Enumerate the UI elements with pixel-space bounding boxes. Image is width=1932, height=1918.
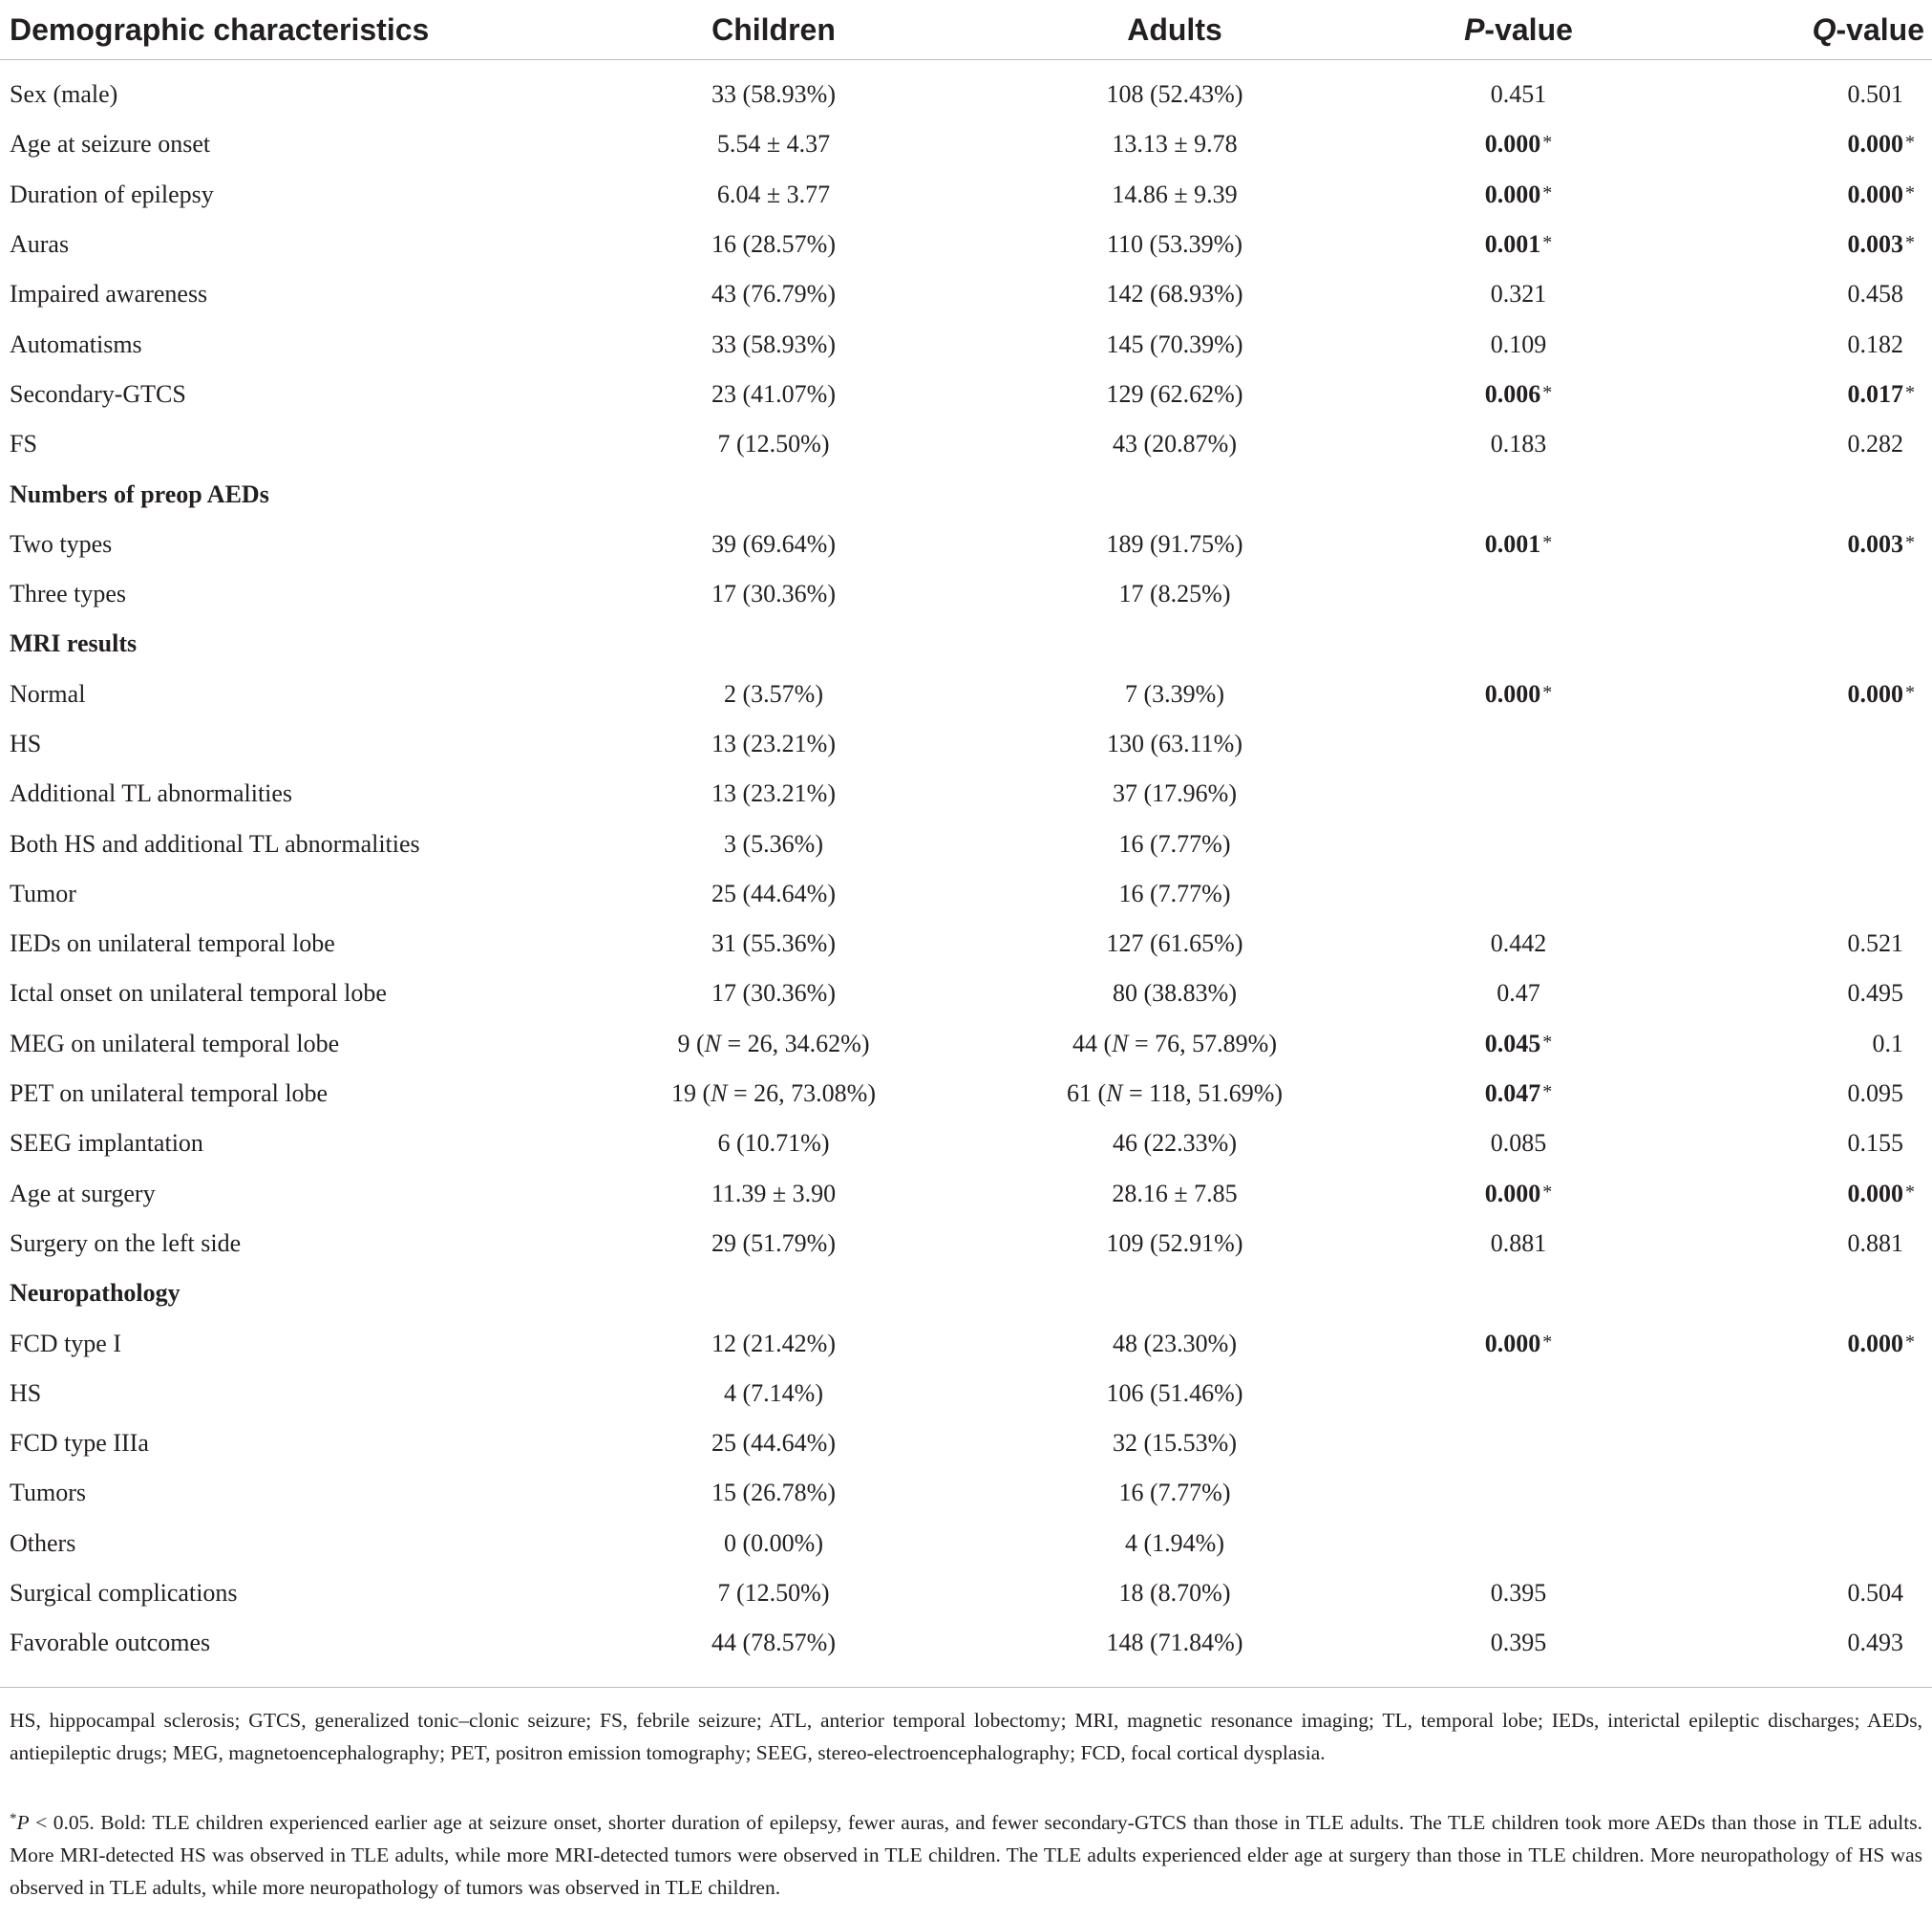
cell-q-value-number: 0.493 [1847,1629,1903,1657]
cell-p-value [1375,60,1662,120]
cell-adults: 189 (91.75%) [1106,529,1243,558]
section-heading: MRI results [10,629,138,658]
cell-q-value [1662,1519,1932,1568]
table-row [0,170,1932,220]
cell-p-value [1375,469,1662,519]
cell-adults: 110 (53.39%) [1106,230,1242,259]
cell-children: 12 (21.42%) [711,1329,836,1357]
cell-p-value [1375,1318,1662,1368]
table-row [0,1318,1932,1368]
cell-children: 29 (51.79%) [711,1228,836,1257]
cell-q-value [1662,719,1932,769]
cell-q-value [1662,1369,1932,1418]
row-label: IEDs on unilateral temporal lobe [10,929,335,958]
cell-adults: 43 (20.87%) [1113,430,1237,458]
cell-children-part: 19 ( [671,1079,711,1108]
cell-q-value [1662,319,1932,369]
cell-p-value-number: 0.045 [1484,1029,1541,1057]
cell-children: 4 (7.14%) [724,1378,823,1407]
cell-adults [974,1069,1375,1119]
table-row [0,1468,1932,1518]
cell-children-part: 9 ( [677,1029,705,1057]
row-label: Ictal onset on unilateral temporal lobe [10,979,387,1008]
footnote-sig-italic: P [16,1811,30,1834]
table-row [0,1418,1932,1468]
table-row [0,1618,1932,1668]
table-row [0,1069,1932,1119]
cell-q-value [1662,1069,1932,1119]
cell-children: 33 (58.93%) [711,330,836,358]
cell-q-value [1662,769,1932,819]
cell-p-value-number: 0.000 [1484,180,1541,208]
cell-q-value [1662,1568,1932,1618]
section-heading: Neuropathology [10,1279,180,1308]
cell-q-value [1662,670,1932,719]
cell-p-value [1375,1568,1662,1618]
cell-q-value-number: 0.003 [1847,529,1903,558]
table-row [0,569,1932,619]
cell-adults: 142 (68.93%) [1106,280,1243,309]
cell-p-value [1375,220,1662,269]
cell-adults: 127 (61.65%) [1106,929,1243,958]
table-row [0,670,1932,719]
cell-adults: 108 (52.43%) [1106,80,1243,109]
cell-q-value-number: 0.155 [1847,1129,1903,1158]
cell-adults: 80 (38.83%) [1113,979,1237,1008]
cell-adults: 129 (62.62%) [1106,379,1243,408]
cell-q-value [1662,1268,1932,1318]
row-label: Three types [10,580,127,608]
cell-adults [974,1268,1375,1318]
header-q-rest: -value [1836,11,1924,47]
cell-adults: 17 (8.25%) [1118,580,1231,608]
table-row [0,60,1932,120]
cell-children: 39 (69.64%) [711,529,836,558]
cell-q-value-number: 0.881 [1847,1228,1903,1257]
table-row [0,1519,1932,1568]
cell-q-value-number: 0.521 [1847,929,1903,958]
row-label: FCD type I [10,1329,121,1357]
cell-adults: 32 (15.53%) [1113,1429,1237,1458]
cell-children: 31 (55.36%) [711,929,836,958]
table-row [0,319,1932,369]
cell-p-value-number: 0.109 [1490,330,1547,358]
cell-children: 7 (12.50%) [717,430,830,458]
header-p-italic: P [1464,11,1485,47]
cell-p-value-number: 0.000 [1484,679,1541,708]
row-label: Others [10,1528,76,1557]
cell-q-value-number: 0.504 [1847,1579,1903,1608]
cell-children: 3 (5.36%) [724,829,823,858]
cell-q-value [1662,370,1932,419]
cell-q-value [1662,220,1932,269]
table-row [0,1119,1932,1168]
table-row [0,1369,1932,1418]
cell-p-value-number: 0.881 [1490,1228,1547,1257]
cell-p-value [1375,269,1662,319]
cell-p-value [1375,819,1662,868]
cell-children [573,619,974,669]
cell-q-value [1662,1618,1932,1668]
cell-p-value [1375,319,1662,369]
cell-q-value [1662,1019,1932,1069]
cell-adults-part: N [1106,1079,1123,1108]
cell-q-value-number: 0.000 [1847,1329,1903,1357]
table-row [0,769,1932,819]
cell-adults: 37 (17.96%) [1113,779,1237,808]
cell-p-value [1375,1369,1662,1418]
row-label: Additional TL abnormalities [10,779,293,808]
header-q-value [1662,0,1932,60]
cell-children: 23 (41.07%) [711,379,836,408]
cell-children: 11.39 ± 3.90 [711,1179,837,1207]
cell-children: 13 (23.21%) [711,730,836,757]
significance-marker: * [1542,681,1553,703]
row-label: HS [10,1378,42,1407]
table-row [0,269,1932,319]
cell-q-value-number: 0.282 [1847,430,1903,458]
cell-p-value-number: 0.000 [1484,1329,1541,1357]
cell-adults: 145 (70.39%) [1106,330,1243,358]
cell-p-value [1375,569,1662,619]
cell-children: 5.54 ± 4.37 [716,130,831,159]
cell-adults [974,619,1375,669]
significance-marker: * [1542,1031,1553,1053]
cell-p-value [1375,1468,1662,1518]
cell-p-value [1375,1418,1662,1468]
cell-q-value [1662,269,1932,319]
cell-p-value-number: 0.001 [1484,529,1541,558]
cell-adults-part: = 76, 57.89%) [1128,1029,1277,1057]
table-header [0,0,1932,60]
cell-p-value [1375,1268,1662,1318]
table-row [0,419,1932,469]
cell-children: 33 (58.93%) [711,80,836,109]
cell-children: 7 (12.50%) [717,1579,830,1608]
significance-marker: * [1905,381,1915,403]
cell-p-value-number: 0.395 [1490,1629,1547,1657]
cell-q-value [1662,1169,1932,1219]
significance-marker: * [1905,232,1915,254]
row-label: Surgical complications [10,1579,238,1608]
footnote-sig-marker: * [10,1811,17,1826]
table-row [0,969,1932,1018]
significance-marker: * [1905,1331,1915,1353]
cell-adults: 16 (7.77%) [1118,879,1231,907]
cell-p-value-number: 0.321 [1490,280,1547,309]
cell-children [573,1019,974,1069]
table-row [0,1169,1932,1219]
cell-adults: 130 (63.11%) [1106,730,1242,757]
table-body [0,60,1932,1669]
significance-marker: * [1905,531,1915,553]
cell-q-value-number: 0.495 [1847,979,1903,1008]
cell-q-value [1662,919,1932,969]
row-label: Two types [10,529,113,558]
row-label: FCD type IIIa [10,1429,149,1458]
cell-q-value-number: 0.458 [1847,280,1903,309]
cell-adults: 148 (71.84%) [1106,1629,1243,1657]
significance-marker: * [1905,132,1915,154]
cell-adults: 18 (8.70%) [1118,1579,1231,1608]
row-label: Secondary-GTCS [10,379,186,408]
cell-q-value [1662,1219,1932,1268]
row-label: Auras [10,230,70,259]
cell-p-value [1375,1119,1662,1168]
significance-marker: * [1542,1181,1553,1203]
significance-marker: * [1542,232,1553,254]
row-label: Surgery on the left side [10,1228,242,1257]
cell-children: 15 (26.78%) [711,1479,836,1507]
row-label: Age at seizure onset [10,130,211,159]
cell-children: 2 (3.57%) [724,679,823,708]
cell-children: 6.04 ± 3.77 [716,180,831,208]
cell-p-value-number: 0.047 [1484,1079,1541,1108]
significance-marker: * [1542,181,1553,203]
significance-marker: * [1542,132,1553,154]
cell-p-value-number: 0.451 [1490,80,1547,109]
cell-p-value-number: 0.395 [1490,1579,1547,1608]
table-row [0,1568,1932,1618]
section-row [0,619,1932,669]
cell-children-part: = 26, 73.08%) [727,1079,876,1108]
row-label: MEG on unilateral temporal lobe [10,1029,340,1057]
header-q-italic: Q [1812,11,1836,47]
footnote-abbreviations: HS, hippocampal sclerosis; GTCS, generalized tonic–clonic seizure; FS, febrile seizure; ATL, anterior temporal lobectomy; MRI, magnetic resonance imaging; TL, temporal lobe; IEDs, interictal epileptic discharges; AEDs, antiepileptic drugs; MEG, magnetoencephalography; PET, positron emission tomography; SEEG, stereo-electroencephalography; FCD, focal cortical dysplasia. [10,1709,1922,1764]
row-label: Favorable outcomes [10,1629,211,1657]
cell-children: 17 (30.36%) [711,979,836,1008]
header-adults: Adults [974,0,1375,60]
cell-children: 6 (10.71%) [717,1129,830,1158]
cell-adults: 13.13 ± 9.78 [1112,130,1238,159]
cell-q-value-number: 0.095 [1847,1079,1903,1108]
cell-q-value-number: 0.182 [1847,330,1903,358]
row-label: Tumors [10,1479,86,1507]
cell-q-value-number: 0.000 [1847,180,1903,208]
cell-q-value [1662,1119,1932,1168]
row-label: Sex (male) [10,80,118,109]
cell-q-value [1662,619,1932,669]
cell-adults: 16 (7.77%) [1118,1479,1231,1507]
cell-adults-part: 44 ( [1072,1029,1113,1057]
cell-p-value [1375,719,1662,769]
section-row [0,1268,1932,1318]
table-row [0,719,1932,769]
cell-p-value [1375,670,1662,719]
footnote-significance [10,1806,1922,1904]
header-children: Children [573,0,974,60]
cell-q-value [1662,969,1932,1018]
cell-p-value-number: 0.006 [1484,379,1541,408]
cell-q-value [1662,419,1932,469]
cell-q-value [1662,1468,1932,1518]
cell-p-value [1375,119,1662,169]
cell-p-value-number: 0.183 [1490,430,1547,458]
table-bottom-rule [0,1687,1932,1688]
cell-adults [974,469,1375,519]
cell-children: 43 (76.79%) [711,280,836,309]
cell-adults-part: 61 ( [1066,1079,1107,1108]
cell-children [573,469,974,519]
cell-adults: 109 (52.91%) [1106,1228,1243,1257]
cell-p-value [1375,1219,1662,1268]
cell-adults: 7 (3.39%) [1125,679,1224,708]
row-label: Automatisms [10,330,142,358]
row-label: Impaired awareness [10,280,208,309]
table-row [0,1219,1932,1268]
table-row [0,1019,1932,1069]
cell-children [573,1268,974,1318]
cell-q-value-number: 0.000 [1847,130,1903,159]
significance-marker: * [1905,1181,1915,1203]
cell-q-value [1662,1418,1932,1468]
cell-p-value [1375,1519,1662,1568]
cell-adults: 28.16 ± 7.85 [1112,1179,1238,1207]
cell-q-value [1662,520,1932,569]
row-label: Tumor [10,879,76,907]
significance-marker: * [1905,681,1915,703]
table-row [0,220,1932,269]
cell-children: 25 (44.64%) [711,1429,836,1458]
cell-p-value-number: 0.085 [1490,1129,1547,1158]
cell-q-value [1662,119,1932,169]
table-row [0,370,1932,419]
cell-q-value-number: 0.000 [1847,1179,1903,1207]
cell-q-value [1662,1318,1932,1368]
row-label: Both HS and additional TL abnormalities [10,829,420,858]
cell-p-value [1375,1019,1662,1069]
cell-children: 0 (0.00%) [724,1528,823,1557]
header-p-rest: -value [1484,11,1573,47]
row-label: SEEG implantation [10,1129,203,1158]
cell-children: 25 (44.64%) [711,879,836,907]
cell-adults: 46 (22.33%) [1113,1129,1237,1158]
header-characteristics: Demographic characteristics [0,0,573,60]
row-label: PET on unilateral temporal lobe [10,1079,329,1108]
header-p-value [1375,0,1662,60]
cell-adults: 106 (51.46%) [1106,1378,1243,1407]
cell-p-value [1375,769,1662,819]
section-heading: Numbers of preop AEDs [10,480,269,508]
significance-marker: * [1542,1331,1553,1353]
cell-p-value [1375,520,1662,569]
significance-marker: * [1542,381,1553,403]
significance-marker: * [1542,531,1553,553]
table-row [0,520,1932,569]
cell-q-value [1662,60,1932,120]
cell-q-value [1662,819,1932,868]
cell-children [573,1069,974,1119]
cell-children-part: N [704,1029,722,1057]
row-label: Duration of epilepsy [10,180,214,208]
row-label: Normal [10,679,86,708]
cell-children-part: = 26, 34.62%) [721,1029,870,1057]
cell-p-value [1375,170,1662,220]
row-label: Age at surgery [10,1179,156,1207]
cell-p-value [1375,1618,1662,1668]
cell-p-value [1375,1169,1662,1219]
cell-p-value [1375,969,1662,1018]
significance-marker: * [1905,181,1915,203]
cell-p-value [1375,619,1662,669]
cell-q-value [1662,569,1932,619]
cell-p-value-number: 0.47 [1497,979,1540,1008]
table-row [0,919,1932,969]
cell-q-value-number: 0.1 [1872,1029,1903,1057]
cell-children-part: N [711,1079,728,1108]
significance-marker: * [1542,1081,1553,1103]
cell-q-value [1662,869,1932,919]
table-row [0,119,1932,169]
cell-q-value-number: 0.017 [1847,379,1903,408]
cell-adults: 48 (23.30%) [1113,1329,1237,1357]
header-row [0,0,1932,60]
cell-adults [974,1019,1375,1069]
table-row [0,819,1932,868]
cell-q-value-number: 0.000 [1847,679,1903,708]
table-row [0,869,1932,919]
cell-p-value [1375,370,1662,419]
cell-p-value-number: 0.001 [1484,230,1541,259]
section-row [0,469,1932,519]
cell-children: 13 (23.21%) [711,779,836,808]
cell-p-value [1375,869,1662,919]
cell-q-value [1662,469,1932,519]
cell-children: 17 (30.36%) [711,580,836,608]
row-label: HS [10,730,42,757]
cell-p-value-number: 0.000 [1484,130,1541,159]
cell-p-value-number: 0.442 [1490,929,1547,958]
cell-q-value-number: 0.501 [1847,80,1903,109]
cell-adults: 14.86 ± 9.39 [1112,180,1238,208]
cell-p-value-number: 0.000 [1484,1179,1541,1207]
cell-p-value [1375,419,1662,469]
cell-children: 16 (28.57%) [711,230,836,259]
row-label: FS [10,430,37,458]
cell-q-value-number: 0.003 [1847,230,1903,259]
cell-children: 44 (78.57%) [711,1629,836,1657]
cell-q-value [1662,170,1932,220]
cell-adults: 4 (1.94%) [1125,1528,1224,1557]
cell-adults-part: = 118, 51.69%) [1122,1079,1284,1108]
cell-adults: 16 (7.77%) [1118,829,1231,858]
footnote-sig-text: < 0.05. Bold: TLE children experienced earlier age at seizure onset, shorter duration of epilepsy, fewer auras, and fewer secondary-GTCS than those in TLE adults. The TLE children took more AEDs than those in TLE adults. More MRI-detected HS was observed in TLE adults, while more MRI-detected tumors were observed in TLE children. The TLE adults experienced elder age at surgery than those in TLE children. More neuropathology of HS was observed in TLE adults, while more neuropathology of tumors was observed in TLE children. [10,1811,1922,1899]
cell-p-value [1375,1069,1662,1119]
cell-p-value [1375,919,1662,969]
cell-adults-part: N [1112,1029,1129,1057]
